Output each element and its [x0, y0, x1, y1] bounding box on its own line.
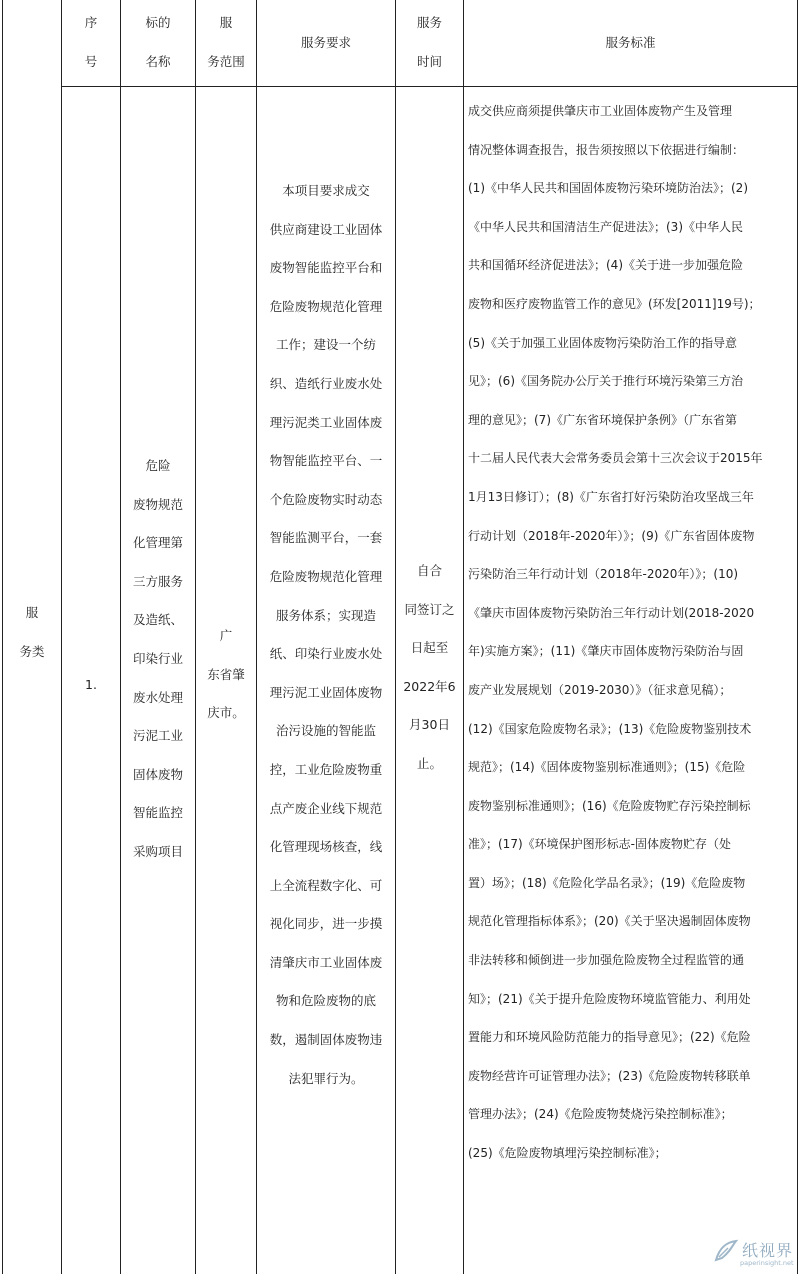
- header-standard: 服务标准: [605, 35, 656, 50]
- col-divider-1: [61, 0, 62, 1274]
- watermark-url: paperinsight.net: [740, 1259, 794, 1267]
- table-border-right: [797, 0, 798, 1274]
- row-standard: 成交供应商须提供肇庆市工业固体废物产生及管理 情况整体调查报告，报告须按照以下依据进行编制： (1)《中华人民共和国固体废物污染环境防治法》；(2) 《中华人民共和国清洁生产促进法》；(3)《中华人民 共和国循环经济促进法》；(4)《关于进一步加强危险 废物和医疗废物监管工作的意见》(环发[2011]19号)； (5)《关于加强工业固体废物污染防治工作的指导意 见》；(6)《国务院办公厅关于推行环境污染第三方治 理的意见》；(7)《广东省环境保护条例》（广东省第 十二届人民代表大会常务委员会第十三次会议于2015年 1月13日修订）；(8)《广东省打好污染防治攻坚战三年 行动计划（2018年-2020年）》；(9)《广东省固体废物 污染防治三年行动计划（2018年-2020年）》；(10) 《肇庆市固体废物污染防治三年行动计划(2018-2020 年)实施方案》；(11)《肇庆市固体废物污染防治与固 废产业发展规划（2019-2030）》（征求意见稿）； (12)《国家危险废物名录》；(13)《危险废物鉴别技术 规范》；(14)《固体废物鉴别标准通则》；(15)《危险 废物鉴别标准通则》；(16)《危险废物贮存污染控制标 准》；(17)《环境保护图形标志-固体废物贮存（处 置）场》；(18)《危险化学品名录》；(19)《危险废物 规范化管理指标体系》；(20)《关于坚决遏制固体废物 非法转移和倾倒进一步加强危险废物全过程监管的通 知》；(21)《关于提升危险废物环境监管能力、利用处 置能力和环境风险防范能力的指导意见》；(22)《危险 废物经营许可证管理办法》；(23)《危险废物转移联单 管理办法》；(24)《危险废物焚烧污染控制标准》； (25)《危险废物填埋污染控制标准》；: [468, 104, 763, 1161]
- header-divider: [61, 86, 798, 87]
- watermark-title: 纸视界: [742, 1241, 794, 1260]
- watermark-logo: [712, 1236, 796, 1270]
- row-project-name: 危险 废物规范 化管理第 三方服务 及造纸、 印染行业 废水处理 污泥工业 固体废物 智能监控 采购项目: [132, 458, 183, 859]
- header-scope: 服 务范围: [207, 15, 245, 69]
- row-service-time: 自合 同签订之 日起至 2022年6 月30日 止。: [403, 563, 456, 771]
- header-seq: 序 号: [84, 15, 98, 69]
- header-requirement: 服务要求: [300, 35, 351, 50]
- row-service-scope: 广 东省肇 庆市。: [207, 628, 245, 721]
- header-name: 标的 名称: [145, 15, 171, 69]
- category-label: 服 务类: [19, 605, 45, 659]
- paper-logo-icon: [712, 1238, 740, 1266]
- row-number: 1.: [85, 677, 97, 692]
- col-divider-6: [463, 0, 464, 1274]
- header-time: 服务 时间: [416, 15, 442, 69]
- row-requirement: 本项目要求成交 供应商建设工业固体 废物智能监控平台和 危险废物规范化管理 工作；建设一个纺 织、造纸行业废水处 理污泥类工业固体废 物智能监控平台、一 个危险废物实时动态 智能监测平台，一套 危险废物规范化管理 服务体系；实现造 纸、印染行业废水处 理污泥工业固体废物 治污设施的智能监 控，工业危险废物重 点产废企业线下规范 化管理现场核查，线 上全流程数字化、可 视化同步，进一步摸 清肇庆市工业固体废 物和危险废物的底 数，遏制固体废物违 法犯罪行为。: [269, 183, 383, 1086]
